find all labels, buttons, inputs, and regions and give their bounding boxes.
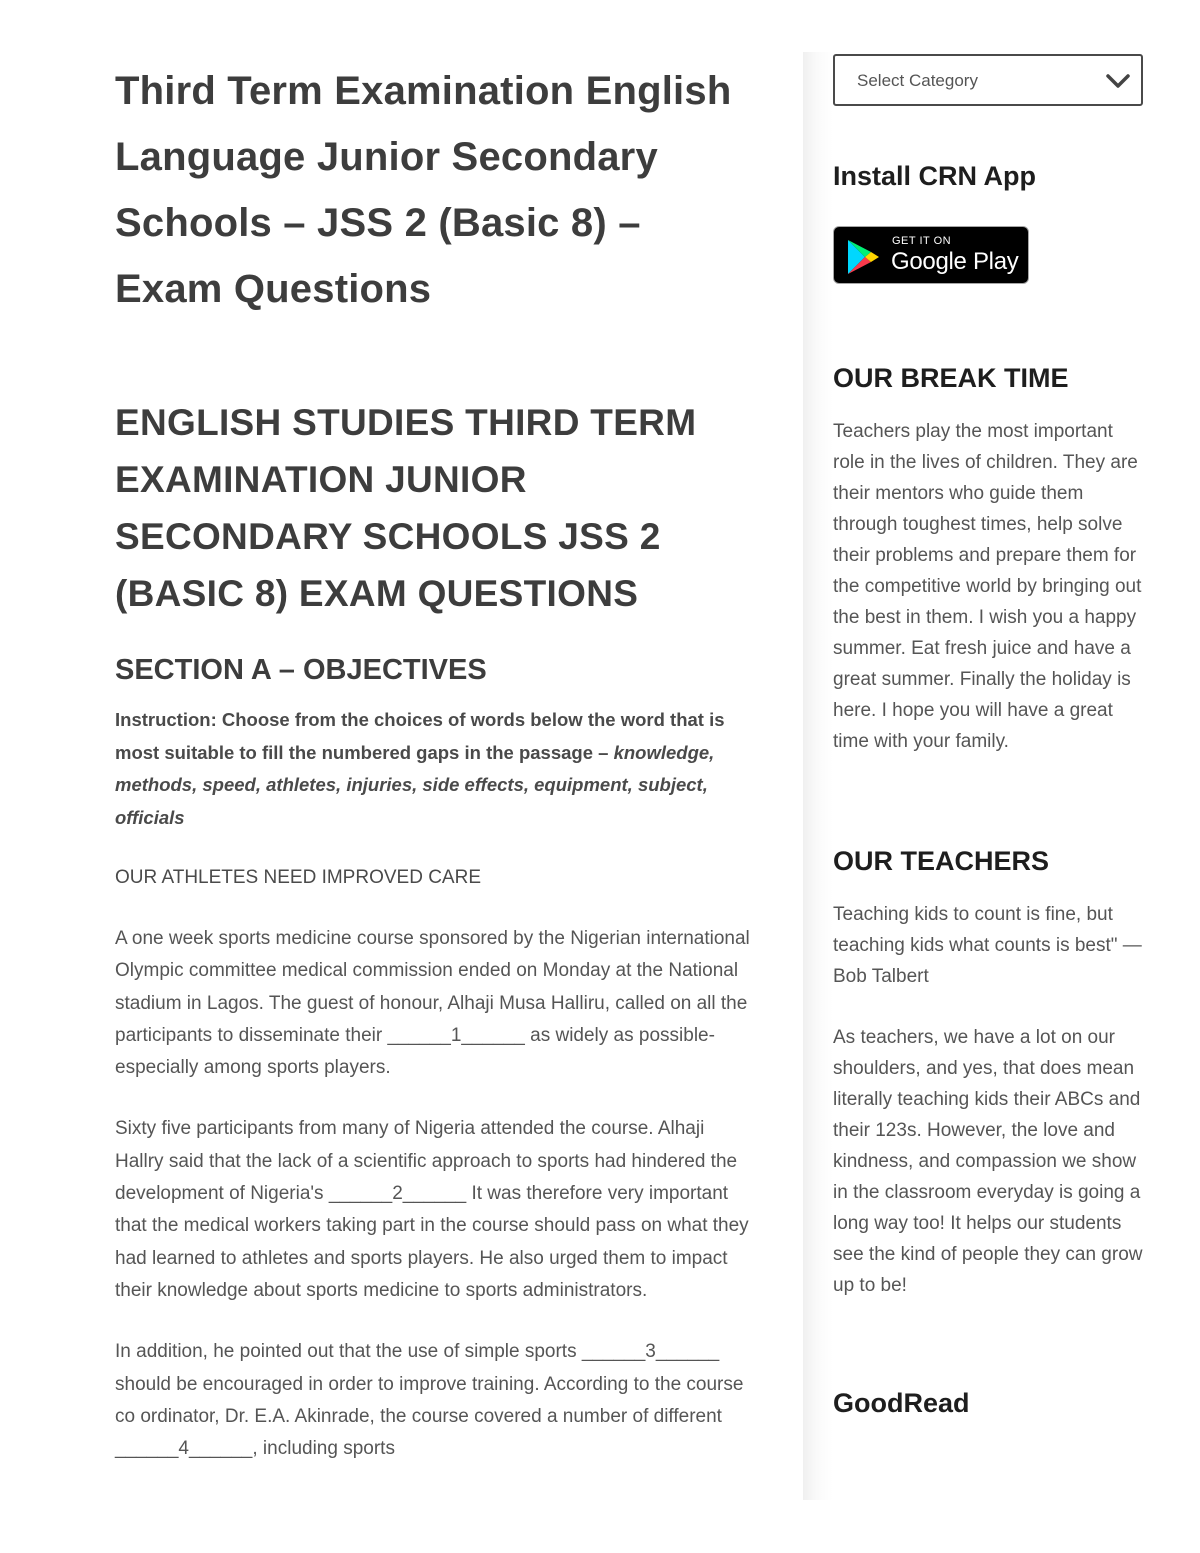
badge-small-text: GET IT ON xyxy=(892,235,952,247)
gap-1: ______1______ xyxy=(387,1024,525,1046)
passage-title: OUR ATHLETES NEED IMPROVED CARE xyxy=(115,867,481,888)
paragraph-1-end: as widely as possible-especially among sports players. xyxy=(115,1024,715,1079)
gap-4: ______4______ xyxy=(115,1438,253,1460)
google-play-icon xyxy=(846,239,880,275)
paragraph-2-end: It was therefore very important that the medical workers taking part in the course should pass on what they had learned to athletes and sports players. He also urged them to impact their knowledge about sports medicine to sports administrators. xyxy=(115,1183,749,1301)
post-heading: ENGLISH STUDIES THIRD TERM EXAMINATION JUNIOR SECONDARY SCHOOLS JSS 2 (BASIC 8) EXAM QUESTIONS xyxy=(115,402,697,614)
paragraph-1 xyxy=(115,923,755,1084)
paragraph-3 xyxy=(115,1336,755,1465)
break-time-text: Teachers play the most important role in the lives of children. They are their mentors who guide them through toughest times, help solve their problems and prepare them for the competitive world by bringing out the best in them. I wish you a happy summer. Eat fresh juice and have a great summer. Finally the holiday is here. I hope you will have a great time with your family. xyxy=(833,421,1142,752)
category-select[interactable] xyxy=(833,54,1143,106)
our-teachers-title: OUR TEACHERS xyxy=(833,846,1050,876)
teachers-text: As teachers, we have a lot on our shoulders, and yes, that does mean literally teaching kids their ABCs and their 123s. However, the love and kindness, and compassion we show in the classroom everyday is going a long way too! It helps our students see the kind of people they can grow up to be! xyxy=(833,1027,1143,1296)
paragraph-2 xyxy=(115,1113,755,1307)
gap-2: ______2______ xyxy=(328,1183,467,1205)
goodread-title: GoodRead xyxy=(833,1388,970,1418)
paragraph-2-text: Sixty five participants from many of Nigeria attended the course. Alhaji Hallry said that the lack of a scientific approach to sports had hindered the development of Nigeria's xyxy=(115,1118,738,1205)
instruction-text: Instruction: Choose from the choices of words below the word that is most suitable to fill the numbered gaps in the passage – xyxy=(115,709,725,763)
paragraph-3-text: In addition, he pointed out that the use of simple sports xyxy=(115,1341,577,1363)
main-content xyxy=(115,58,755,1465)
chevron-down-icon xyxy=(1105,68,1131,94)
page-title: Third Term Examination English Language Junior Secondary Schools – JSS 2 (Basic 8) – Exam Questions xyxy=(115,69,732,311)
badge-big-text: Google Play xyxy=(891,248,1019,275)
paragraph-1-text: A one week sports medicine course sponsored by the Nigerian international Olympic committee medical commission ended on Monday at the National stadium in Lagos. The guest of honour, Alhaji Musa Halliru, called on all the participants to disseminate their xyxy=(115,928,750,1046)
paragraph-3-end: , including sports xyxy=(252,1438,395,1460)
paragraph-3-mid: should be encouraged in order to improve training. According to the course co ordinator, Dr. E.A. Akinrade, the course covered a number of different xyxy=(115,1373,744,1427)
break-time-title: OUR BREAK TIME xyxy=(833,363,1069,393)
sidebar xyxy=(803,52,1200,1500)
category-select-value: Select Category xyxy=(857,71,978,90)
install-app-title: Install CRN App xyxy=(833,161,1037,191)
teachers-quote: Teaching kids to count is fine, but teaching kids what counts is best" — Bob Talbert xyxy=(833,904,1142,987)
gap-3: ______3______ xyxy=(581,1341,720,1363)
instruction xyxy=(115,704,755,834)
google-play-badge[interactable] xyxy=(833,226,1029,284)
word-choices: knowledge, methods, speed, athletes, injuries, side effects, equipment, subject, officials xyxy=(115,741,715,828)
section-heading: SECTION A – OBJECTIVES xyxy=(115,654,487,686)
